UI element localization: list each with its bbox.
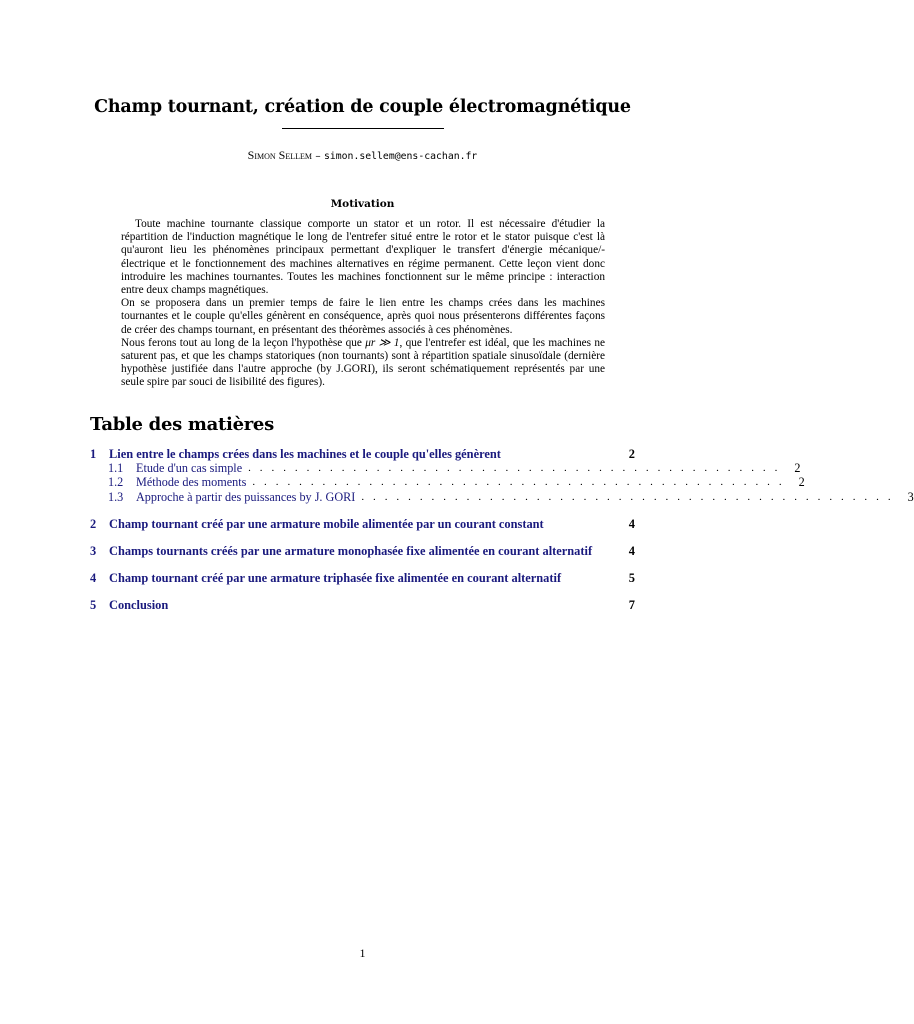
toc-subsection-title: Approche à partir des puissances by J. GORI	[136, 489, 356, 504]
page-number: 1	[359, 946, 366, 960]
toc-subsection-page: 3	[907, 489, 914, 504]
toc-subsection-number: 1.2	[108, 475, 124, 490]
toc-section-number: 4	[90, 571, 97, 586]
toc-subsection-1-3[interactable]	[90, 489, 914, 504]
title-underline	[282, 128, 444, 129]
abstract-paragraph: Toute machine tournante classique comporte un stator et un rotor. Il est nécessaire d'étudier la répartition de l'induction magnétique le long de l'entrefer situé entre le rotor et le stator puisque c'est là qu'auront lieu les phénomènes principaux permettant d'expliquer le transfert d'énergie mécanique/-électrique et le fonctionnement des machines alternatives en régime permanent. Cette leçon vient donc introduire les machines tournantes. Toutes les machines fonctionnent sur le même principe : interaction entre deux champs magnétiques.	[121, 218, 605, 297]
toc-subsection-number: 1.1	[108, 461, 124, 475]
toc-section-page: 4	[628, 544, 635, 559]
toc-section-title: Champ tournant créé par une armature triphasée fixe alimentée en courant alternatif	[109, 571, 562, 586]
toc-section-title: Conclusion	[109, 598, 169, 613]
toc-subsection-title: Etude d'un cas simple	[136, 461, 243, 475]
toc-section-number: 5	[90, 598, 97, 613]
document-title: Champ tournant, création de couple électromagnétique	[94, 97, 631, 117]
toc-section-number: 1	[90, 447, 97, 461]
toc-heading: Table des matières	[90, 414, 274, 435]
toc-section-page: 5	[628, 571, 635, 586]
toc-leader-dots: . . . . . . . . . . . . . . . . . . . . . . . . . . . . . . . . . . . . . . . . . . . . . .	[361, 490, 894, 503]
toc-subsection-title: Méthode des moments	[136, 475, 247, 490]
toc-subsection-page: 2	[798, 475, 805, 490]
toc-subsection-1-2[interactable]	[90, 475, 805, 490]
toc-subsection-1-1[interactable]	[90, 461, 801, 475]
abstract-paragraph-hypothesis	[121, 337, 605, 390]
toc-section-2[interactable]	[90, 517, 635, 531]
toc-section-title: Champs tournants créés par une armature monophasée fixe alimentée en courant alternatif	[109, 544, 593, 559]
motivation-heading: Motivation	[330, 198, 395, 210]
toc-section-1[interactable]	[90, 447, 635, 461]
toc-section-page: 4	[628, 517, 635, 532]
author-separator: –	[312, 150, 324, 162]
toc-subsection-page: 2	[794, 461, 801, 475]
toc-section-4[interactable]	[90, 571, 635, 585]
hypothesis-text-before: Nous ferons tout au long de la leçon l'hypothèse que	[121, 336, 366, 349]
hypothesis-text-after: , que l'entrefer est idéal, que les machines ne saturent pas, et que les champs statoriques (non tournants) sont à répartition spatiale sinusoïdale (dernière hypothèse justifiée dans l'autre approche (by J.GORI), ils seront schématiquement représentés par une seule spire par souci de lisibilité des figures).	[121, 336, 606, 389]
abstract-paragraph: On se proposera dans un premier temps de faire le lien entre les champs crées dans les machines tournantes et le couple qu'elles génèrent en conséquence, après quoi nous présenterons différentes façons de créer des champs tournant, en présentant des théorèmes associés à ces phénomènes.	[121, 297, 605, 336]
author-name: Simon Sellem	[247, 148, 313, 162]
table-of-contents	[90, 447, 914, 613]
toc-section-page: 2	[628, 447, 635, 461]
toc-subsection-number: 1.3	[108, 489, 124, 504]
toc-section-number: 3	[90, 544, 97, 559]
author-line	[0, 148, 725, 163]
toc-section-page: 7	[628, 598, 635, 613]
toc-leader-dots: . . . . . . . . . . . . . . . . . . . . . . . . . . . . . . . . . . . . . . . . . . . . . .	[252, 476, 785, 489]
toc-leader-dots: . . . . . . . . . . . . . . . . . . . . . . . . . . . . . . . . . . . . . . . . . . . . . .	[248, 462, 781, 474]
toc-section-3[interactable]	[90, 544, 635, 558]
author-email: simon.sellem@ens-cachan.fr	[323, 151, 478, 162]
hypothesis-math: μr ≫ 1	[365, 336, 400, 349]
toc-section-title: Lien entre le champs crées dans les machines et le couple qu'elles génèrent	[109, 447, 501, 461]
toc-section-5[interactable]	[90, 598, 635, 612]
toc-section-number: 2	[90, 517, 97, 532]
motivation-abstract	[121, 218, 605, 390]
toc-section-title: Champ tournant créé par une armature mobile alimentée par un courant constant	[109, 517, 544, 532]
